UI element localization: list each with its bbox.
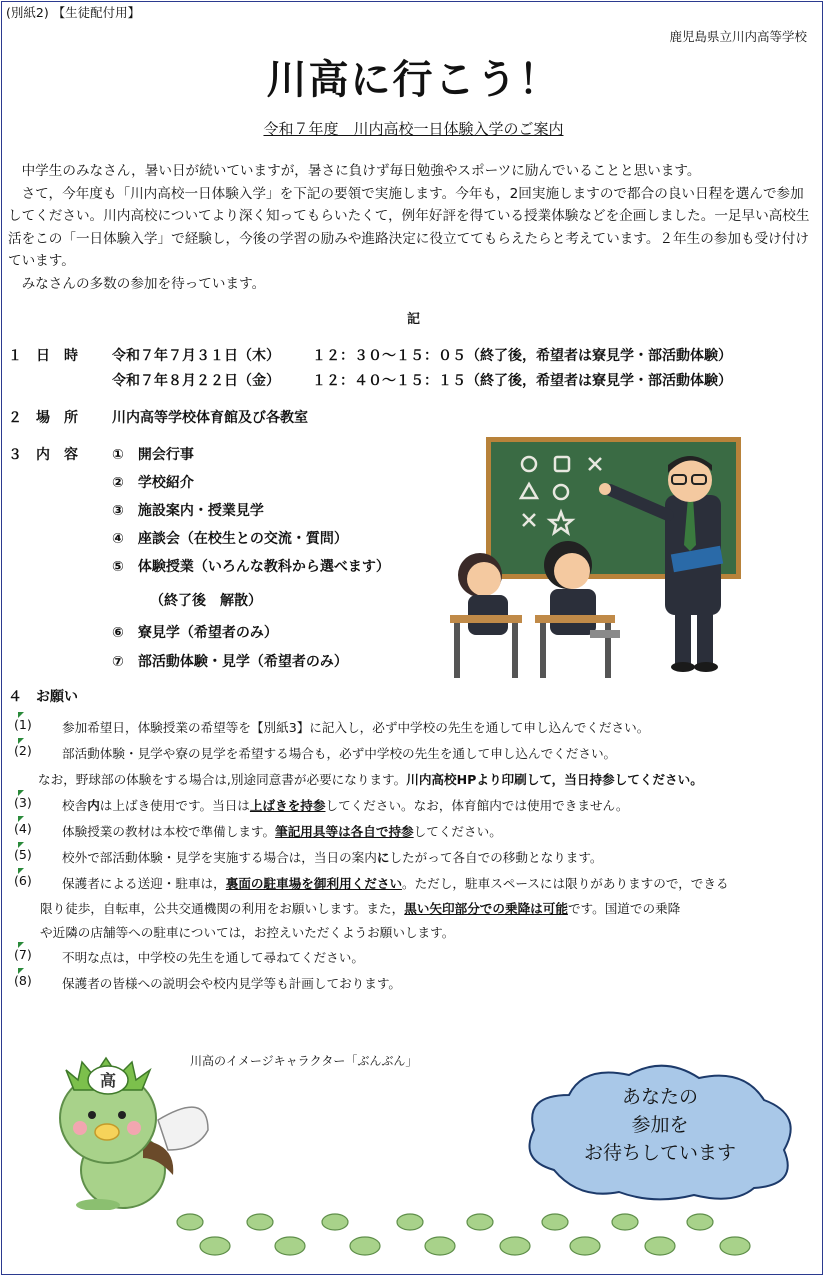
intro-para-3: みなさんの多数の参加を待っています。 (8, 275, 266, 292)
r4-b: 筆記用具等は各自で持参 (275, 824, 414, 839)
request-1: 参加希望日，体験授業の希望等を【別紙3】に記入し，必ず中学校の先生を通して申し込んでください。 (62, 720, 650, 735)
time-1: １２：３０～１５：０５（終了後，希望者は寮見学・部活動体験） (312, 348, 732, 364)
r3-d: 上ばきを持参 (249, 798, 326, 813)
program-item: ① 開会行事 (112, 447, 194, 463)
program-item: ③ 施設案内・授業見学 (112, 503, 264, 519)
r4-a: 体験授業の教材は本校で準備します。 (62, 824, 276, 839)
header-tag: (別紙2) 【生徒配付用】 (6, 5, 141, 20)
r6-l2c: です。国道での乗降 (567, 901, 681, 916)
r3-a: 校舎 (62, 798, 88, 813)
r3-e: してください。なお，体育館内では使用できません。 (325, 798, 629, 813)
students-figure (450, 541, 620, 678)
r5-a: 校外で部活動体験・見学を実施する場合は，当日の案内 (62, 850, 377, 865)
r5-c: したがって各自での移動となります。 (389, 850, 603, 865)
section-4-label: ４ お願い (8, 689, 78, 705)
intro-text (8, 160, 813, 295)
r6-a: 保護者による送迎・駐車は， (62, 876, 226, 891)
intro-para-1: 中学生のみなさん，暑い日が続いていますが，暑さに負けず毎日勉強やスポーツに励んでいることと思います。 (8, 163, 701, 179)
venue: 川内高等学校体育館及び各教室 (112, 410, 308, 426)
section-2-label: ２ 場 所 (8, 410, 78, 426)
time-2: １２：４０～１５：１５（終了後，希望者は寮見学・部活動体験） (312, 373, 732, 389)
request-num: (6) (14, 873, 32, 888)
request-num: (2) (14, 743, 32, 758)
request-6-line-2 (40, 898, 680, 917)
r3-b: 内 (87, 798, 100, 813)
cloud-message (560, 1083, 760, 1167)
request-num: (5) (14, 847, 32, 862)
character-caption: 川高のイメージキャラクター「ぶんぶん」 (190, 1054, 418, 1068)
school-name: 鹿児島県立川内高等学校 (669, 29, 807, 44)
date-1: 令和７年７月３１日（木） (112, 348, 280, 364)
request-6-line-3: や近隣の店舗等への駐車については，お控えいただくようお願いします。 (40, 925, 455, 940)
request-num: (7) (14, 947, 32, 962)
classroom-illustration (440, 455, 770, 685)
request-num: (1) (14, 717, 32, 732)
program-note: （終了後 解散） (150, 593, 262, 609)
request-5 (62, 847, 603, 866)
r6-l2a: 限り徒歩，自転車，公共交通機関の利用をお願いします。また， (40, 901, 405, 916)
request-num: (4) (14, 821, 32, 836)
program-item: ② 学校紹介 (112, 475, 194, 491)
request-3 (62, 795, 628, 814)
teacher-figure (599, 456, 723, 672)
mascot-bunbun (48, 1040, 218, 1210)
cloud-line-3: お待ちしています (583, 1142, 736, 1164)
request-2: 部活動体験・見学や寮の見学を希望する場合も，必ず中学校の先生を通して申し込んでください。 (62, 746, 617, 761)
request-num: (8) (14, 973, 32, 988)
date-2: 令和７年８月２２日（金） (112, 373, 280, 389)
mascot-hat-char: 高 (99, 1071, 117, 1090)
request-2-note (38, 769, 703, 788)
request-4 (62, 821, 502, 840)
section-1-label: １ 日 時 (8, 348, 78, 364)
request-8: 保護者の皆様への説明会や校内見学等も計画しております。 (62, 976, 402, 991)
program-item: ⑥ 寮見学（希望者のみ） (112, 625, 278, 641)
ki-heading: 記 (406, 312, 420, 327)
section-3-label: ３ 内 容 (8, 447, 78, 463)
cloud-line-1: あなたの (621, 1086, 698, 1108)
request-6-line-1 (62, 873, 729, 892)
program-item: ⑤ 体験授業（いろんな教科から選べます） (112, 559, 390, 575)
lilypad-border (170, 1210, 770, 1260)
page-title: 川高に行こう！ (266, 57, 561, 103)
r3-c: は上ばき使用です。当日は (99, 798, 250, 813)
r4-c: してください。 (413, 824, 502, 839)
r6-b: 裏面の駐車場を御利用ください (225, 876, 403, 891)
cloud-line-2: 参加を (631, 1114, 689, 1136)
request-2-note-a: なお，野球部の体験をする場合は,別途同意書が必要になります。 (38, 772, 407, 787)
request-num: (3) (14, 795, 32, 810)
page-subtitle: 令和７年度 川内高校一日体験入学のご案内 (263, 120, 564, 138)
program-item: ⑦ 部活動体験・見学（希望者のみ） (112, 654, 348, 670)
r5-b: に (376, 850, 390, 865)
program-item: ④ 座談会（在校生との交流・質問） (112, 531, 348, 547)
r6-l2b: 黒い矢印部分での乗降は可能 (404, 901, 568, 916)
request-7: 不明な点は，中学校の先生を通して尋ねてください。 (62, 950, 364, 965)
request-2-note-b: 川内高校HPより印刷して，当日持参してください。 (406, 772, 703, 787)
r6-c: 。ただし，駐車スペースには限りがありますので，できる (402, 876, 729, 891)
intro-para-2: さて，今年度も「川内高校一日体験入学」を下記の要領で実施します。今年も，2回実施しますので都合の良い日程を選んで参加してください。川内高校についてより深く知ってもらいたくて，例年好評を得ている授業体験などを企画しました。一足早い高校生活をこの「一日体験入学」で経験し，今後の学習の励みや進路決定に役立ててもらえたらと考えています。２年生の参加も受け付けています。 (8, 185, 810, 269)
